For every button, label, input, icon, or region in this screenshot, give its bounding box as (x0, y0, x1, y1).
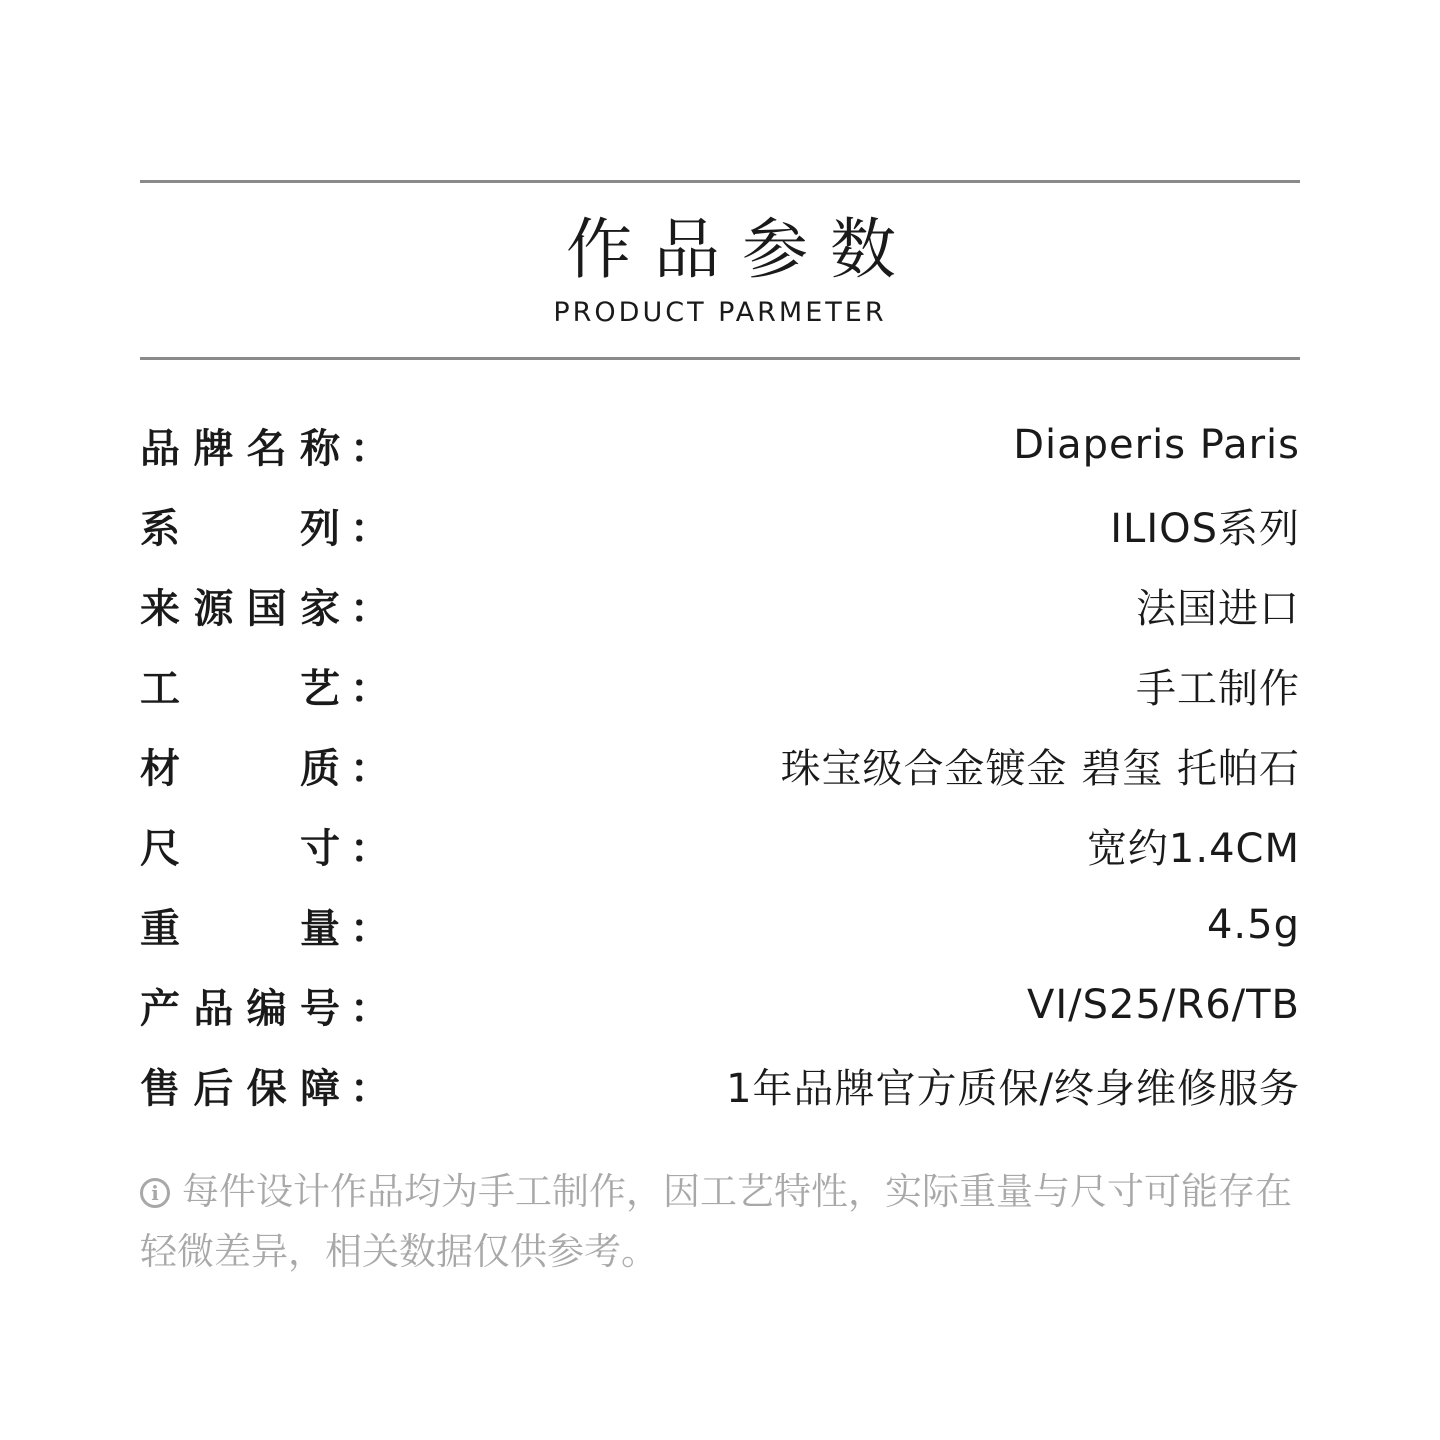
top-divider (140, 180, 1300, 183)
param-value: 4.5g (1206, 902, 1300, 948)
page-subtitle: PRODUCT PARMETER (553, 297, 887, 328)
page-title: 作品参数 (566, 211, 918, 288)
info-icon: i (140, 1178, 170, 1208)
param-colon: ： (350, 505, 390, 552)
param-row-series (140, 485, 1300, 565)
param-label: 产品编号 (140, 985, 340, 1032)
disclaimer-note (140, 1162, 1300, 1282)
param-value: VI/S25/R6/TB (1027, 982, 1300, 1028)
param-value: 珠宝级合金镀金 碧玺 托帕石 (780, 745, 1300, 792)
param-label: 品牌名称 (140, 425, 340, 472)
param-colon: ： (350, 905, 390, 952)
param-colon: ： (350, 425, 390, 472)
param-label: 重量 (140, 905, 340, 952)
param-label: 工艺 (140, 665, 340, 712)
bottom-divider (140, 357, 1300, 360)
param-colon: ： (350, 985, 390, 1032)
param-row-size (140, 805, 1300, 885)
param-value: Diaperis Paris (1013, 422, 1300, 468)
param-row-weight (140, 885, 1300, 965)
param-colon: ： (350, 585, 390, 632)
param-label: 售后保障 (140, 1065, 340, 1112)
param-value: 法国进口 (1136, 585, 1300, 632)
parameter-list (140, 405, 1300, 1125)
param-label: 材质 (140, 745, 340, 792)
param-colon: ： (350, 665, 390, 712)
param-label: 来源国家 (140, 585, 340, 632)
param-value: 1年品牌官方质保/终身维修服务 (726, 1065, 1300, 1112)
param-row-material (140, 725, 1300, 805)
param-value: 宽约1.4CM (1086, 825, 1300, 872)
param-label: 系列 (140, 505, 340, 552)
param-label: 尺寸 (140, 825, 340, 872)
disclaimer-text: 每件设计作品均为手工制作，因工艺特性，实际重量与尺寸可能存在轻微差异，相关数据仅供参考。 (140, 1170, 1292, 1273)
param-colon: ： (350, 745, 390, 792)
param-colon: ： (350, 825, 390, 872)
param-colon: ： (350, 1065, 390, 1112)
param-row-brand (140, 405, 1300, 485)
param-row-product-code (140, 965, 1300, 1045)
param-row-warranty (140, 1045, 1300, 1125)
param-value: 手工制作 (1136, 665, 1300, 712)
param-row-craft (140, 645, 1300, 725)
param-row-origin (140, 565, 1300, 645)
param-value: ILIOS系列 (1110, 505, 1300, 552)
